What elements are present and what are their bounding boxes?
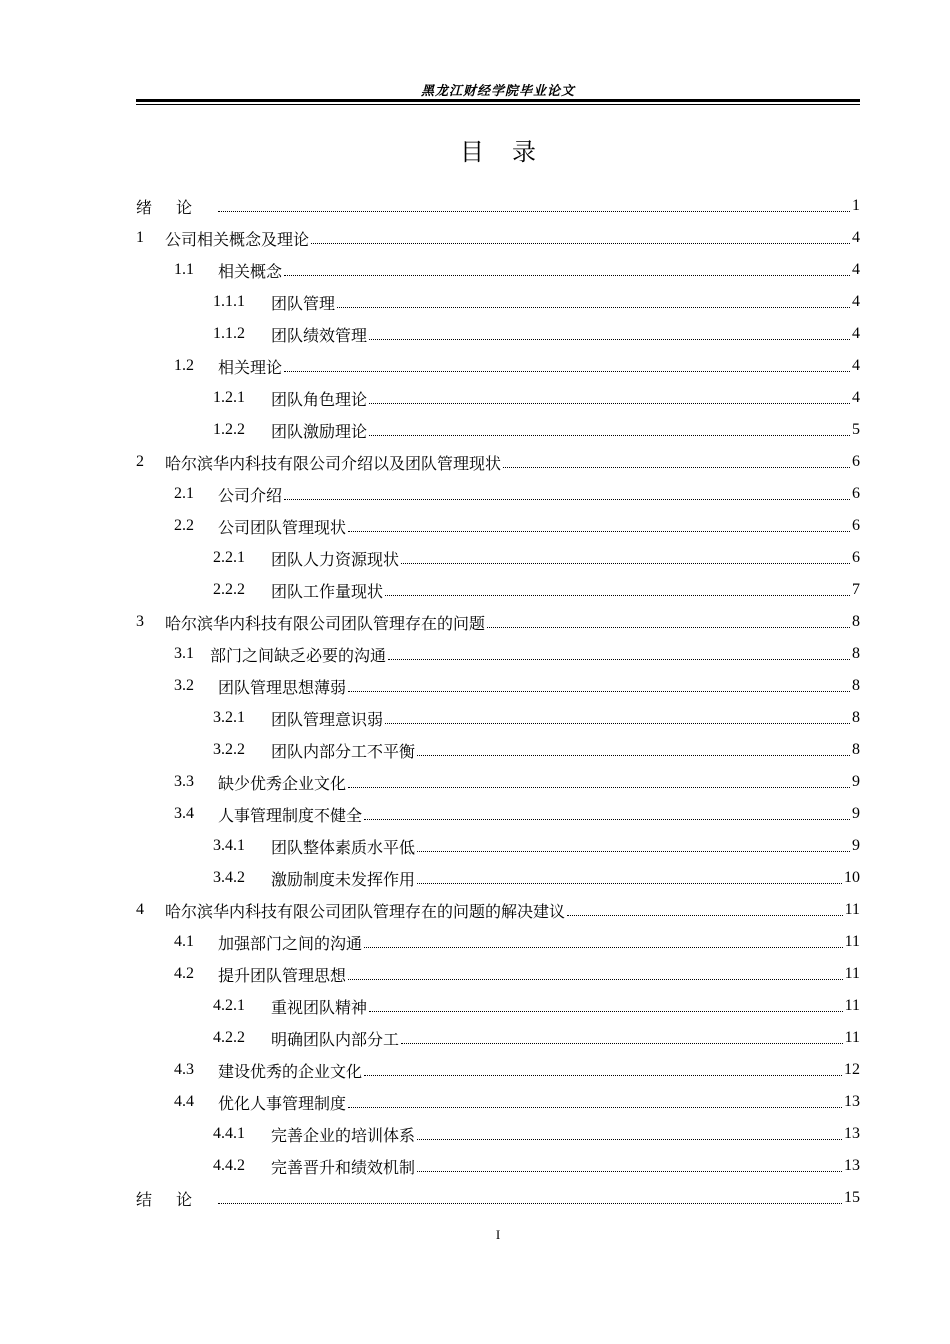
toc-entry[interactable]: [136, 670, 860, 702]
toc-entry-number: 1.2: [174, 357, 194, 374]
toc-entry[interactable]: [136, 1182, 860, 1214]
toc-entry[interactable]: [136, 926, 860, 958]
toc-entry-page: 6: [852, 549, 860, 566]
toc-entry[interactable]: [136, 1022, 860, 1054]
toc-entry[interactable]: [136, 1086, 860, 1118]
toc-entry-number: 4.1: [174, 933, 194, 950]
toc-entry-number: 1: [136, 229, 144, 246]
toc-entry-number: 1.2.1: [213, 389, 245, 406]
toc-entry-label: 优化人事管理制度: [218, 1093, 347, 1113]
toc-entry-label: 缺少优秀企业文化: [218, 773, 347, 793]
toc-entry-label: 团队管理思想薄弱: [218, 677, 347, 697]
toc-entry[interactable]: [136, 766, 860, 798]
toc-entry-number: 2.2.1: [213, 549, 245, 566]
toc-entry[interactable]: [136, 286, 860, 318]
toc-entry-label: 绪论: [136, 197, 217, 217]
toc-entry-page: 6: [852, 517, 860, 534]
dot-leader: [417, 754, 850, 756]
toc-entry-label: 人事管理制度不健全: [218, 805, 363, 825]
dot-leader: [369, 402, 850, 404]
toc-entry-page: 8: [852, 613, 860, 630]
dot-leader: [364, 818, 850, 820]
toc-entry-number: 1.1: [174, 261, 194, 278]
dot-leader: [218, 1202, 842, 1204]
dot-leader: [417, 1138, 842, 1140]
dot-leader: [388, 658, 850, 660]
dot-leader: [337, 306, 850, 308]
dot-leader: [401, 1042, 843, 1044]
toc-entry-number: 4.2: [174, 965, 194, 982]
toc-entry[interactable]: [136, 702, 860, 734]
toc-entry[interactable]: [136, 478, 860, 510]
toc-entry-label: 团队整体素质水平低: [271, 837, 416, 857]
dot-leader: [348, 1106, 842, 1108]
footer-page-number: I: [495, 1227, 501, 1242]
toc-entry-label: 团队人力资源现状: [271, 549, 400, 569]
toc-entry-page: 15: [844, 1189, 860, 1206]
toc-entry-page: 9: [852, 837, 860, 854]
toc-entry-page: 11: [844, 901, 860, 918]
dot-leader: [364, 1074, 842, 1076]
toc-entry-page: 11: [844, 997, 860, 1014]
toc-entry-page: 8: [852, 677, 860, 694]
toc-entry-page: 9: [852, 773, 860, 790]
toc-entry[interactable]: [136, 510, 860, 542]
toc-entry-number: 2.2: [174, 517, 194, 534]
dot-leader: [567, 914, 843, 916]
toc-entry[interactable]: [136, 638, 860, 670]
toc-entry-number: 3: [136, 613, 144, 630]
toc-entry-number: 2.2.2: [213, 581, 245, 598]
toc-entry-label: 团队绩效管理: [271, 325, 368, 345]
toc-entry-number: 3.4.1: [213, 837, 245, 854]
toc-entry-page: 12: [844, 1061, 860, 1078]
toc-entry[interactable]: [136, 862, 860, 894]
toc-entry-page: 11: [844, 1029, 860, 1046]
toc-entry[interactable]: [136, 414, 860, 446]
dot-leader: [284, 498, 850, 500]
toc-title: 目录: [460, 138, 564, 166]
header-rule-thick: [136, 99, 860, 102]
toc-entry-number: 3.4.2: [213, 869, 245, 886]
toc-entry-label: 结论: [136, 1189, 217, 1209]
toc-entry-number: 2: [136, 453, 144, 470]
toc-entry[interactable]: [136, 1054, 860, 1086]
dot-leader: [348, 690, 850, 692]
toc-entry-label: 完善晋升和绩效机制: [271, 1157, 416, 1177]
toc-entry-number: 3.2.2: [213, 741, 245, 758]
dot-leader: [487, 626, 850, 628]
toc-entry-label: 相关概念: [218, 261, 283, 281]
toc-entry-number: 3.4: [174, 805, 194, 822]
toc-entry-number: 4.2.1: [213, 997, 245, 1014]
dot-leader: [417, 882, 842, 884]
toc-entry-page: 13: [844, 1093, 860, 1110]
toc-entry-page: 13: [844, 1125, 860, 1142]
toc-entry[interactable]: [136, 606, 860, 638]
toc-entry-number: 4.3: [174, 1061, 194, 1078]
toc-entry-number: 4.2.2: [213, 1029, 245, 1046]
toc-entry[interactable]: [136, 830, 860, 862]
toc-entry-page: 11: [844, 933, 860, 950]
toc-entry-page: 9: [852, 805, 860, 822]
header-rule-thin: [136, 104, 860, 105]
toc-entry-label: 公司介绍: [218, 485, 283, 505]
toc-entry-number: 3.1: [174, 645, 194, 662]
toc-entry-page: 4: [852, 325, 860, 342]
toc-entry-label: 团队管理意识弱: [271, 709, 384, 729]
toc-entry-number: 1.1.1: [213, 293, 245, 310]
toc-entry-page: 8: [852, 709, 860, 726]
dot-leader: [364, 946, 843, 948]
dot-leader: [311, 242, 850, 244]
toc-entry-label: 团队管理: [271, 293, 336, 313]
dot-leader: [348, 786, 850, 788]
toc-entry-number: 3.2.1: [213, 709, 245, 726]
dot-leader: [348, 978, 843, 980]
toc-entry[interactable]: [136, 798, 860, 830]
toc-entry[interactable]: [136, 350, 860, 382]
toc-entry-page: 13: [844, 1157, 860, 1174]
toc-entry-number: 4: [136, 901, 144, 918]
toc-entry-label: 建设优秀的企业文化: [218, 1061, 363, 1081]
toc-entry-page: 8: [852, 741, 860, 758]
toc-entry-label: 哈尔滨华内科技有限公司团队管理存在的问题的解决建议: [165, 901, 566, 921]
dot-leader: [369, 1010, 843, 1012]
toc-entry-page: 4: [852, 229, 860, 246]
dot-leader: [218, 210, 850, 212]
dot-leader: [417, 850, 850, 852]
dot-leader: [284, 274, 850, 276]
toc-entry[interactable]: [136, 734, 860, 766]
toc-entry-page: 10: [844, 869, 860, 886]
toc-entry-number: 2.1: [174, 485, 194, 502]
toc-entry-page: 1: [852, 197, 860, 214]
toc-entry-number: 4.4: [174, 1093, 194, 1110]
toc-entry-page: 7: [852, 581, 860, 598]
toc-entry-label: 激励制度未发挥作用: [271, 869, 416, 889]
toc-entry-label: 团队激励理论: [271, 421, 368, 441]
toc-entry-number: 4.4.1: [213, 1125, 245, 1142]
dot-leader: [284, 370, 850, 372]
toc-entry-page: 11: [844, 965, 860, 982]
toc-entry[interactable]: [136, 382, 860, 414]
toc-entry-label: 重视团队精神: [271, 997, 368, 1017]
toc-entry-label: 公司团队管理现状: [218, 517, 347, 537]
toc-entry-page: 5: [852, 421, 860, 438]
dot-leader: [417, 1170, 842, 1172]
toc-entry-label: 团队内部分工不平衡: [271, 741, 416, 761]
dot-leader: [385, 722, 850, 724]
dot-leader: [348, 530, 850, 532]
toc-entry[interactable]: [136, 542, 860, 574]
running-header-title: 黑龙江财经学院毕业论文: [420, 84, 575, 99]
toc-entry[interactable]: [136, 446, 860, 478]
toc-entry-page: 6: [852, 453, 860, 470]
toc-entry-page: 6: [852, 485, 860, 502]
toc-entry-page: 4: [852, 357, 860, 374]
toc-entry-label: 相关理论: [218, 357, 283, 377]
toc-entry[interactable]: [136, 318, 860, 350]
toc-entry-number: 1.2.2: [213, 421, 245, 438]
toc-entry-page: 4: [852, 261, 860, 278]
toc-entry[interactable]: [136, 222, 860, 254]
toc-entry-label: 哈尔滨华内科技有限公司介绍以及团队管理现状: [165, 453, 502, 473]
toc-entry-page: 8: [852, 645, 860, 662]
toc-entry-page: 4: [852, 389, 860, 406]
dot-leader: [503, 466, 850, 468]
toc-entry[interactable]: [136, 990, 860, 1022]
toc-entry[interactable]: [136, 958, 860, 990]
dot-leader: [385, 594, 850, 596]
toc-entry[interactable]: [136, 190, 860, 222]
toc-entry-label: 明确团队内部分工: [271, 1029, 400, 1049]
dot-leader: [369, 434, 850, 436]
toc-entry-number: 3.2: [174, 677, 194, 694]
toc-entry-number: 4.4.2: [213, 1157, 245, 1174]
table-of-contents: [136, 190, 860, 1214]
toc-entry-number: 1.1.2: [213, 325, 245, 342]
toc-entry-label: 团队工作量现状: [271, 581, 384, 601]
toc-entry-label: 公司相关概念及理论: [165, 229, 310, 249]
toc-entry[interactable]: [136, 574, 860, 606]
toc-entry-label: 完善企业的培训体系: [271, 1125, 416, 1145]
toc-entry-label: 团队角色理论: [271, 389, 368, 409]
dot-leader: [369, 338, 850, 340]
toc-entry-page: 4: [852, 293, 860, 310]
toc-entry-label: 哈尔滨华内科技有限公司团队管理存在的问题: [165, 613, 486, 633]
toc-entry-label: 加强部门之间的沟通: [218, 933, 363, 953]
toc-entry[interactable]: [136, 1150, 860, 1182]
toc-entry-number: 3.3: [174, 773, 194, 790]
toc-entry-label: 提升团队管理思想: [218, 965, 347, 985]
toc-entry-label: 部门之间缺乏必要的沟通: [210, 645, 387, 665]
toc-entry[interactable]: [136, 894, 860, 926]
toc-entry[interactable]: [136, 254, 860, 286]
dot-leader: [401, 562, 850, 564]
toc-entry[interactable]: [136, 1118, 860, 1150]
